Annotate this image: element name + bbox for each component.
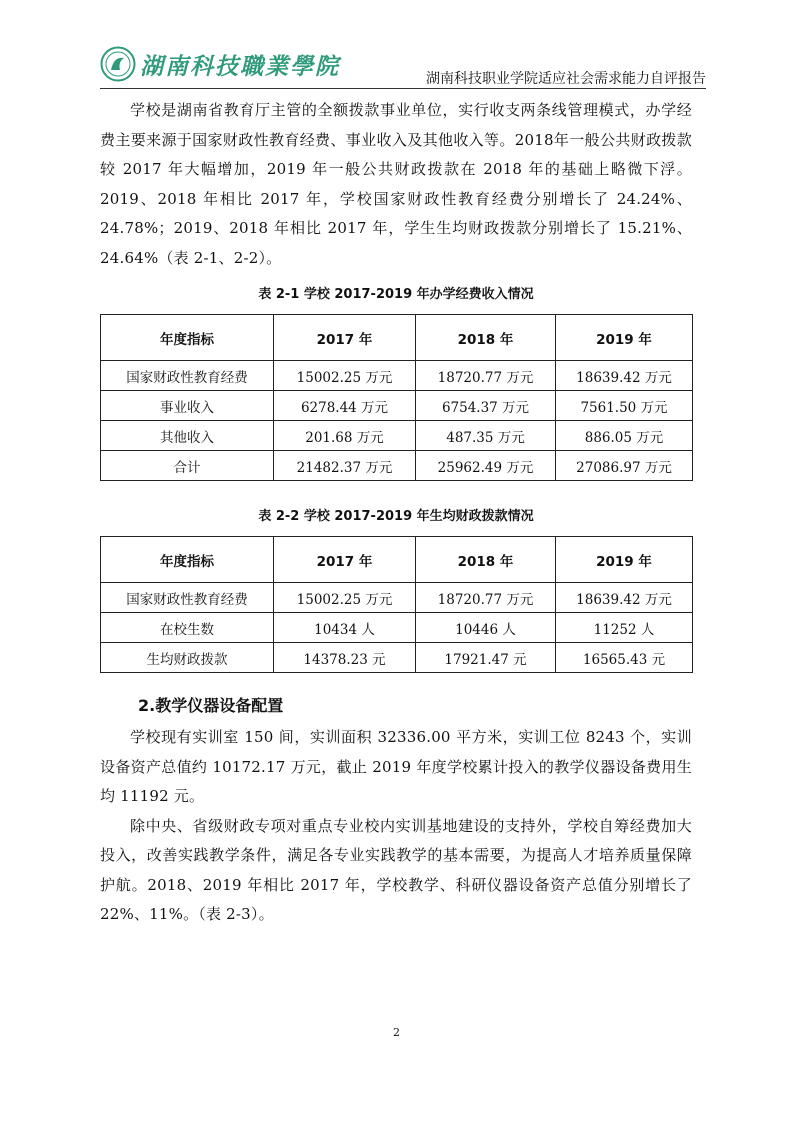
table-row (101, 361, 693, 391)
header-divider (100, 88, 706, 89)
header-cell: 年度指标 (101, 315, 274, 361)
paragraph-equipment: 学校现有实训室 150 间，实训面积 32336.00 平方米，实训工位 8243 个，实训设备资产总值约 10172.17 万元，截止 2019 年度学校累计投入的教学仪器设备费用生均 11192 元。 (100, 728, 692, 805)
table-cell: 21482.37 万元 (274, 451, 416, 481)
table-cell: 18639.42 万元 (556, 583, 693, 613)
table-cell: 国家财政性教育经费 (101, 583, 274, 613)
table-cell: 6278.44 万元 (274, 391, 416, 421)
table-cell: 27086.97 万元 (556, 451, 693, 481)
header-cell: 2018 年 (416, 315, 556, 361)
table-cell: 10434 人 (274, 613, 416, 643)
section-heading-equipment: 2.教学仪器设备配置 (138, 696, 284, 715)
school-emblem-icon (100, 46, 136, 82)
header-cell: 2017 年 (274, 537, 416, 583)
table-cell: 16565.43 元 (556, 643, 693, 673)
page-content (100, 96, 692, 930)
report-title: 湖南科技职业学院适应社会需求能力自评报告 (426, 71, 706, 87)
table-header-row (101, 315, 693, 361)
paragraph-funding: 学校是湖南省教育厅主管的全额拨款事业单位，实行收支两条线管理模式，办学经费主要来源于国家财政性教育经费、事业收入及其他收入等。2018年一般公共财政拨款较 2017 年大幅增加，2019 年一般公共财政拨款在 2018 年的基础上略微下浮。2019、2018 年相比 2017 年，学校国家财政性教育经费分别增长了 24.24%、24.78%；2019、2018 年相比 2017 年，学生生均财政拨款分别增长了 15.21%、24.64%（表 2-1、2-2）。 (100, 101, 692, 267)
table-2-1 (100, 314, 693, 481)
table-cell: 国家财政性教育经费 (101, 361, 274, 391)
paragraph-investment: 除中央、省级财政专项对重点专业校内实训基地建设的支持外，学校自筹经费加大投入，改善实践教学条件，满足各专业实践教学的基本需要，为提高人才培养质量保障护航。2018、2019 年相比 2017 年，学校教学、科研仪器设备资产总值分别增长了 22%、11%。（表 2-3）。 (100, 816, 692, 923)
table-cell: 15002.25 万元 (274, 361, 416, 391)
table-cell: 6754.37 万元 (416, 391, 556, 421)
table-cell: 18720.77 万元 (416, 583, 556, 613)
table-cell: 18720.77 万元 (416, 361, 556, 391)
table-cell: 7561.50 万元 (556, 391, 693, 421)
header-cell: 2019 年 (556, 315, 693, 361)
table-cell: 886.05 万元 (556, 421, 693, 451)
table-2-1-caption: 表 2-1 学校 2017-2019 年办学经费收入情况 (258, 287, 534, 302)
school-logo-text: 湖南科技職業學院 (140, 53, 340, 80)
table-row (101, 421, 693, 451)
table-row (101, 583, 693, 613)
table-header-row (101, 537, 693, 583)
table-cell: 18639.42 万元 (556, 361, 693, 391)
page-header (100, 44, 706, 94)
table-row (101, 391, 693, 421)
table-row (101, 643, 693, 673)
table-cell: 在校生数 (101, 613, 274, 643)
table-cell: 10446 人 (416, 613, 556, 643)
table-2-2-caption: 表 2-2 学校 2017-2019 年生均财政拨款情况 (258, 509, 534, 524)
header-cell: 2019 年 (556, 537, 693, 583)
table-cell: 15002.25 万元 (274, 583, 416, 613)
header-cell: 2018 年 (416, 537, 556, 583)
table-cell: 其他收入 (101, 421, 274, 451)
table-2-2 (100, 536, 693, 673)
table-cell: 25962.49 万元 (416, 451, 556, 481)
table-cell: 487.35 万元 (416, 421, 556, 451)
header-cell: 2017 年 (274, 315, 416, 361)
table-cell: 201.68 万元 (274, 421, 416, 451)
table-cell: 生均财政拨款 (101, 643, 274, 673)
header-cell: 年度指标 (101, 537, 274, 583)
table-row (101, 613, 693, 643)
table-cell: 14378.23 元 (274, 643, 416, 673)
table-cell: 事业收入 (101, 391, 274, 421)
table-cell: 17921.47 元 (416, 643, 556, 673)
table-cell: 合计 (101, 451, 274, 481)
table-cell: 11252 人 (556, 613, 693, 643)
page-number: 2 (393, 1026, 400, 1039)
table-row (101, 451, 693, 481)
